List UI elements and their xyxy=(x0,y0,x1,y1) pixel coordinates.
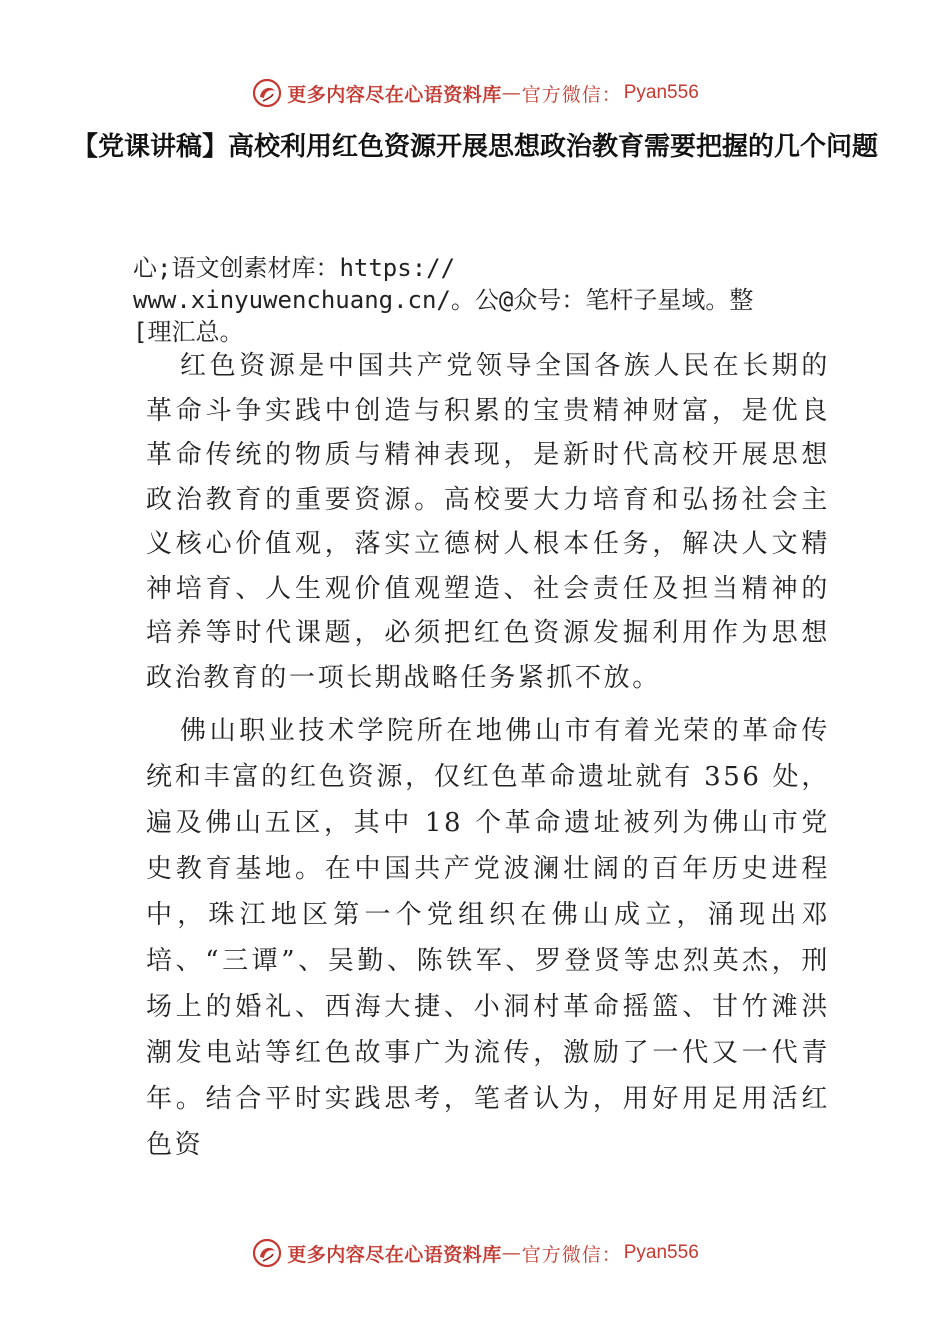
body-paragraph-1: 红色资源是中国共产党领导全国各族人民在长期的革命斗争实践中创造与积累的宝贵精神财富，是优良革命传统的物质与精神表现，是新时代高校开展思想政治教育的重要资源。高校要大力培育和弘扬社会主义核心价值观，落实立德树人根本任务，解决人文精神培育、人生观价值观塑造、社会责任及担当精神的培养等时代课题，必须把红色资源发掘利用作为思想政治教育的一项长期战略任务紧抓不放。 xyxy=(146,351,830,693)
banner-slogan: 更多内容尽在心语资料库 xyxy=(287,83,502,106)
banner-wechat-label: 官方微信： xyxy=(521,1243,622,1266)
header-banner xyxy=(0,71,950,115)
footer-banner xyxy=(0,1231,950,1275)
document-title: 【党课讲稿】高校利用红色资源开展思想政治教育需要把握的几个问题 xyxy=(71,132,878,162)
banner-wechat-label: 官方微信： xyxy=(521,83,622,106)
banner-wechat-id: Pyan556 xyxy=(623,82,699,103)
banner-wechat-id: Pyan556 xyxy=(623,1242,699,1263)
banner-dash: — xyxy=(501,82,522,104)
body-paragraph-2: 佛山职业技术学院所在地佛山市有着光荣的革命传统和丰富的红色资源，仅红色革命遗址就有 356 处，遍及佛山五区，其中 18 个革命遗址被列为佛山市党史教育基地。在中国共产党波澜壮阔的百年历史进程中，珠江地区第一个党组织在佛山成立，涌现出邓培、“三谭”、吴勤、陈铁军、罗登贤等忠烈英杰，刑场上的婚礼、西海大捷、小洞村革命摇篮、甘竹滩洪潮发电站等红色故事广为流传，激励了一代又一代青年。结合平时实践思考，笔者认为，用好用足用活红色资 xyxy=(146,716,830,1160)
swirl-logo-icon xyxy=(251,77,283,109)
source-note: 心;语文创素材库：https:// www.xinyuwenchuang.cn/。公@众号：笔杆子星域。整 [理汇总。 xyxy=(133,254,754,346)
swirl-logo-icon xyxy=(251,1237,283,1269)
banner-slogan: 更多内容尽在心语资料库 xyxy=(287,1243,502,1266)
banner-dash: — xyxy=(501,1242,522,1264)
